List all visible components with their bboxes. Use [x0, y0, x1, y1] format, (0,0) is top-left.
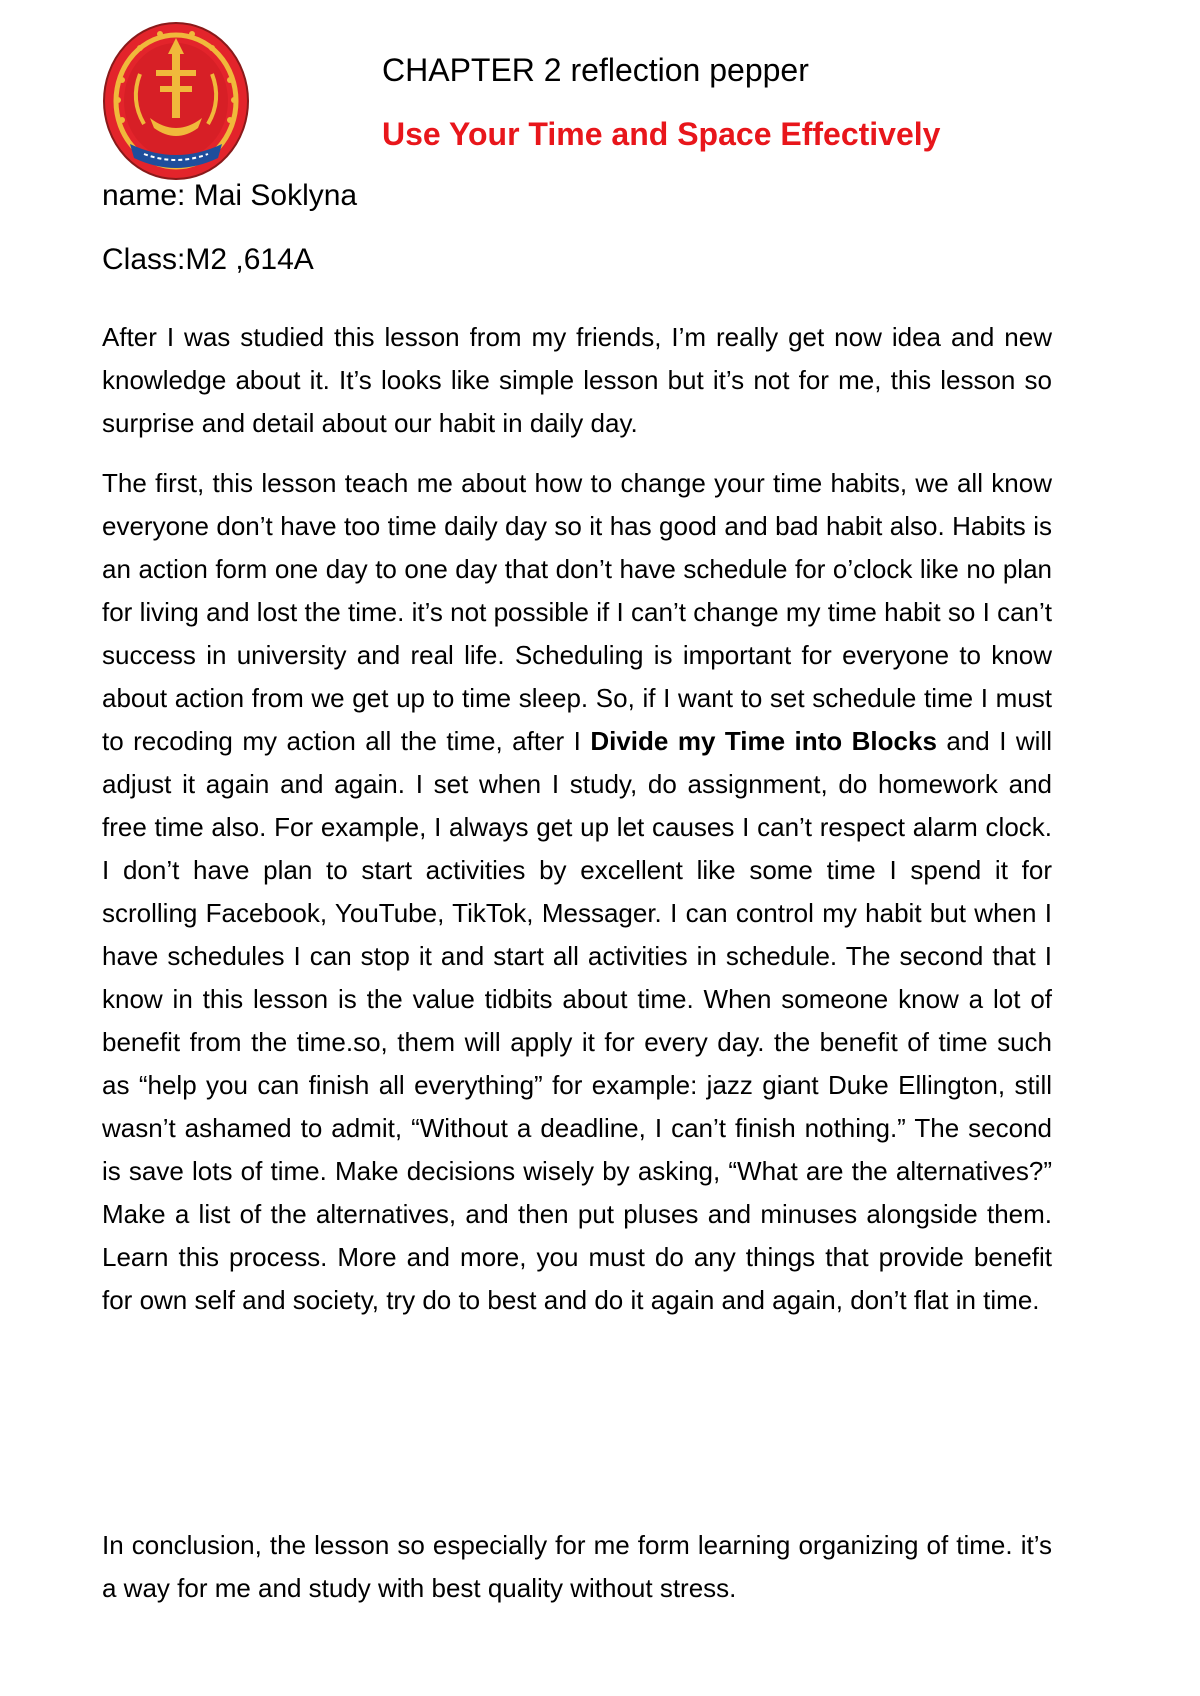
intro-paragraph-text: After I was studied this lesson from my friends, I’m really get now idea and new knowledge about it. It’s looks like simple lesson but it’s not for me, this lesson so surprise and detail about our habit in daily day. [102, 322, 1052, 438]
conclusion-paragraph [102, 1524, 1052, 1625]
student-name: name: Mai Soklyna [102, 179, 358, 212]
main-text-bold-phrase: Divide my Time into Blocks [590, 726, 937, 756]
main-paragraph-text [102, 462, 1052, 1322]
main-text-part-2: and I will adjust it again and again. I set when I study, do assignment, do homework and free time also. For example, I always get up let causes I can’t respect alarm clock. I don’t have plan to start activities by excellent like some time I spend it for scrolling Facebook, YouTube, TikTok, Messager. I can control my habit but when I have schedules I can stop it and start all activities in schedule. The second that I know in this lesson is the value tidbits about time. When someone know a lot of benefit from the time.so, them will apply it for every day. the benefit of time such as “help you can finish all everything” for example: jazz giant Duke Ellington, still wasn’t ashamed to admit, “Without a deadline, I can’t finish nothing.” The second is save lots of time. Make decisions wisely by asking, “What are the alternatives?” Make a list of the alternatives, and then put pluses and minuses alongside them. Learn this process. More and more, you must do any things that provide benefit for own self and society, try do to best and do it again and again, don’t flat in time. [102, 726, 1052, 1315]
document-subtitle: Use Your Time and Space Effectively [382, 116, 941, 152]
main-paragraph [102, 462, 1052, 1337]
main-text-part-1: The first, this lesson teach me about how to change your time habits, we all know everyone don’t have too time daily day so it has good and bad habit also. Habits is an action form one day to one day that don’t have schedule for o’clock like no plan for living and lost the time. it’s not possible if I can’t change my time habit so I can’t success in university and real life. Scheduling is important for everyone to know about action from we get up to time sleep. So, if I want to set schedule time I must to recoding my action all the time, after I [102, 468, 1052, 756]
university-seal-icon [100, 20, 252, 182]
intro-paragraph [102, 316, 1052, 460]
chapter-title: CHAPTER 2 reflection pepper [382, 52, 809, 88]
conclusion-paragraph-text: In conclusion, the lesson so especially for me form learning organizing of time. it’s a way for me and study with best quality without stress. [102, 1530, 1052, 1603]
student-class: Class:M2 ,614A [102, 243, 314, 276]
